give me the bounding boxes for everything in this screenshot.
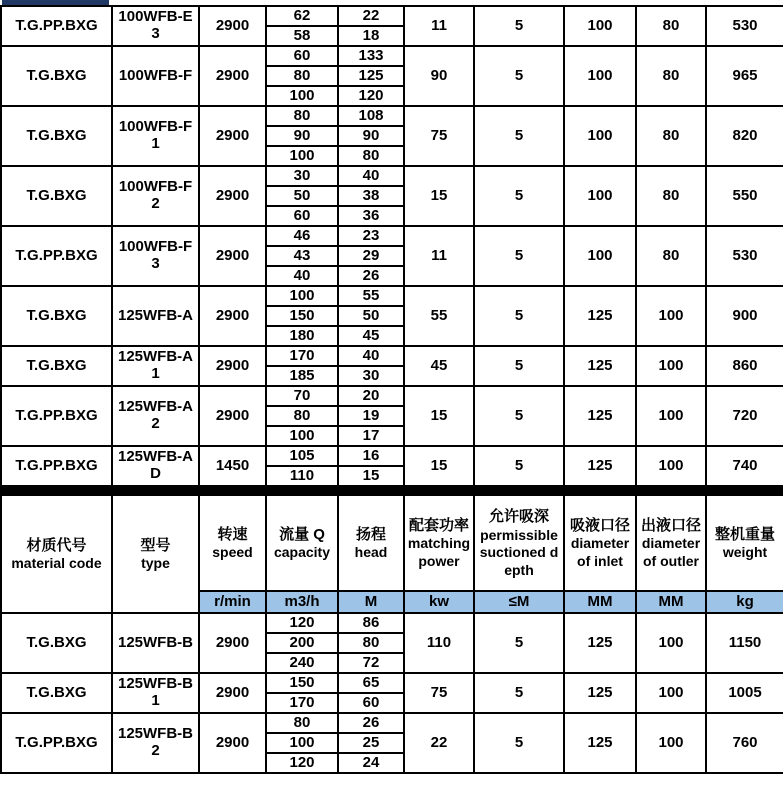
cell-inlet-diameter: 125 [564,613,636,673]
unit-cell-head: M [338,591,404,613]
cell-material-code: T.G.PP.BXG [1,446,112,486]
header-label-zh: 材质代号 [26,536,87,554]
cell-speed: 2900 [199,46,266,106]
cell-speed: 2900 [199,6,266,46]
cell-matching-power: 75 [404,673,474,713]
cell-capacity: 80 [266,66,338,86]
cell-head: 38 [338,186,404,206]
table-row [1,166,783,186]
cell-head: 120 [338,86,404,106]
cell-type: 100WFB-F3 [112,226,199,286]
cell-suction-depth: 5 [474,6,564,46]
cell-matching-power: 55 [404,286,474,346]
cell-weight: 720 [706,386,783,446]
unit-cell-outlet: MM [636,591,706,613]
cell-weight: 965 [706,46,783,106]
header-label-zh: 型号 [140,536,171,554]
cell-matching-power: 90 [404,46,474,106]
cell-inlet-diameter: 100 [564,6,636,46]
cell-speed: 2900 [199,673,266,713]
upper-spec-table [0,5,783,487]
table-row [1,106,783,126]
column-header-head [338,495,404,591]
cell-speed: 2900 [199,106,266,166]
cell-material-code: T.G.PP.BXG [1,386,112,446]
column-header-speed [199,495,266,591]
cell-material-code: T.G.BXG [1,346,112,386]
cell-capacity: 62 [266,6,338,26]
header-label-en: type [141,555,170,571]
cell-head: 40 [338,346,404,366]
cell-head: 26 [338,266,404,286]
cell-head: 25 [338,733,404,753]
column-header-material [1,495,112,613]
column-header-outlet [636,495,706,591]
cropped-header-remnant [2,0,109,5]
cell-capacity: 50 [266,186,338,206]
cell-head: 86 [338,613,404,633]
cell-suction-depth: 5 [474,46,564,106]
cell-head: 50 [338,306,404,326]
cell-suction-depth: 5 [474,286,564,346]
cell-head: 90 [338,126,404,146]
cell-capacity: 150 [266,673,338,693]
cell-type: 125WFB-B1 [112,673,199,713]
unit-cell-weight: kg [706,591,783,613]
cell-head: 133 [338,46,404,66]
cell-material-code: T.G.BXG [1,673,112,713]
cell-head: 36 [338,206,404,226]
cell-speed: 1450 [199,446,266,486]
cell-capacity: 46 [266,226,338,246]
cell-weight: 740 [706,446,783,486]
cell-suction-depth: 5 [474,226,564,286]
cell-head: 45 [338,326,404,346]
cell-head: 15 [338,466,404,486]
cell-inlet-diameter: 100 [564,106,636,166]
header-label-zh: 流量 Q [279,525,325,543]
cell-capacity: 70 [266,386,338,406]
cell-speed: 2900 [199,286,266,346]
cell-weight: 550 [706,166,783,226]
cell-head: 18 [338,26,404,46]
cell-matching-power: 75 [404,106,474,166]
cell-outlet-diameter: 100 [636,673,706,713]
cell-capacity: 120 [266,753,338,773]
cell-weight: 530 [706,226,783,286]
cell-head: 29 [338,246,404,266]
cell-material-code: T.G.BXG [1,106,112,166]
header-label-en: material code [11,555,102,571]
cell-matching-power: 15 [404,166,474,226]
cell-outlet-diameter: 80 [636,226,706,286]
cell-capacity: 80 [266,713,338,733]
cell-capacity: 43 [266,246,338,266]
table-row [1,46,783,66]
cell-suction-depth: 5 [474,446,564,486]
cell-inlet-diameter: 125 [564,713,636,773]
header-label-en: diameter of inlet [570,535,630,569]
cell-type: 125WFB-B2 [112,713,199,773]
cell-matching-power: 11 [404,226,474,286]
cell-head: 72 [338,653,404,673]
cell-head: 65 [338,673,404,693]
cell-weight: 1005 [706,673,783,713]
cell-suction-depth: 5 [474,713,564,773]
header-label-zh: 转速 [217,525,248,543]
cell-outlet-diameter: 80 [636,106,706,166]
cell-capacity: 105 [266,446,338,466]
cell-head: 40 [338,166,404,186]
cell-matching-power: 15 [404,386,474,446]
header-label-en: head [354,544,388,560]
cell-type: 125WFB-A [112,286,199,346]
cell-matching-power: 110 [404,613,474,673]
header-label-zh: 出液口径 [640,516,701,534]
section-divider [0,487,783,494]
cell-suction-depth: 5 [474,106,564,166]
cell-capacity: 80 [266,106,338,126]
cell-capacity: 40 [266,266,338,286]
cell-head: 23 [338,226,404,246]
cell-speed: 2900 [199,386,266,446]
header-label-en: capacity [273,544,331,560]
column-header-inlet [564,495,636,591]
cell-type: 100WFB-F [112,46,199,106]
unit-cell-depth: ≤M [474,591,564,613]
cell-head: 20 [338,386,404,406]
cell-inlet-diameter: 100 [564,166,636,226]
cell-type: 125WFB-A1 [112,346,199,386]
cell-capacity: 180 [266,326,338,346]
header-label-zh: 整机重量 [714,525,775,543]
cell-material-code: T.G.PP.BXG [1,713,112,773]
cell-head: 24 [338,753,404,773]
header-label-zh: 扬程 [355,525,386,543]
cell-outlet-diameter: 100 [636,446,706,486]
header-label-zh: 配套功率 [408,516,469,534]
cell-capacity: 120 [266,613,338,633]
cell-material-code: T.G.BXG [1,286,112,346]
cell-matching-power: 11 [404,6,474,46]
cell-outlet-diameter: 80 [636,166,706,226]
cell-outlet-diameter: 100 [636,346,706,386]
cell-matching-power: 45 [404,346,474,386]
cell-suction-depth: 5 [474,386,564,446]
cell-inlet-diameter: 125 [564,673,636,713]
unit-cell-inlet: MM [564,591,636,613]
column-header-depth [474,495,564,591]
cell-capacity: 100 [266,86,338,106]
header-label-en: weight [722,544,768,560]
cell-head: 80 [338,146,404,166]
header-label-en: matching power [407,535,471,569]
cell-head: 16 [338,446,404,466]
table-row [1,673,783,693]
table-row [1,386,783,406]
cell-capacity: 80 [266,406,338,426]
column-header-power [404,495,474,591]
table-row [1,713,783,733]
cell-weight: 1150 [706,613,783,673]
table-row [1,286,783,306]
cell-inlet-diameter: 125 [564,346,636,386]
cell-material-code: T.G.PP.BXG [1,226,112,286]
unit-cell-speed: r/min [199,591,266,613]
cell-head: 26 [338,713,404,733]
cell-head: 55 [338,286,404,306]
cell-weight: 900 [706,286,783,346]
cell-material-code: T.G.BXG [1,166,112,226]
cell-head: 30 [338,366,404,386]
column-header-type [112,495,199,613]
cell-type: 125WFB-B [112,613,199,673]
cell-weight: 860 [706,346,783,386]
cell-head: 80 [338,633,404,653]
cell-head: 125 [338,66,404,86]
cell-material-code: T.G.BXG [1,613,112,673]
cell-outlet-diameter: 100 [636,713,706,773]
cell-type: 100WFB-E3 [112,6,199,46]
cell-capacity: 170 [266,693,338,713]
cell-speed: 2900 [199,166,266,226]
cell-type: 125WFB-A2 [112,386,199,446]
cell-head: 17 [338,426,404,446]
cell-speed: 2900 [199,713,266,773]
cell-suction-depth: 5 [474,613,564,673]
cell-speed: 2900 [199,226,266,286]
cell-capacity: 240 [266,653,338,673]
cell-capacity: 58 [266,26,338,46]
header-label-en: permissible suctioned depth [479,526,559,578]
cell-speed: 2900 [199,346,266,386]
cell-capacity: 100 [266,146,338,166]
cell-capacity: 200 [266,633,338,653]
cell-capacity: 110 [266,466,338,486]
cell-outlet-diameter: 80 [636,6,706,46]
table-row [1,446,783,466]
cell-speed: 2900 [199,613,266,673]
cell-head: 22 [338,6,404,26]
cell-capacity: 100 [266,286,338,306]
header-label-en: speed [212,544,253,560]
cell-type: 100WFB-F1 [112,106,199,166]
cell-inlet-diameter: 125 [564,446,636,486]
table-row [1,346,783,366]
cell-weight: 760 [706,713,783,773]
cell-capacity: 90 [266,126,338,146]
cell-outlet-diameter: 100 [636,386,706,446]
cell-outlet-diameter: 100 [636,613,706,673]
header-row [1,495,783,591]
cell-matching-power: 15 [404,446,474,486]
cell-weight: 530 [706,6,783,46]
cell-capacity: 100 [266,733,338,753]
cell-inlet-diameter: 125 [564,386,636,446]
cell-capacity: 30 [266,166,338,186]
cell-capacity: 60 [266,46,338,66]
cell-outlet-diameter: 100 [636,286,706,346]
cell-head: 19 [338,406,404,426]
cell-capacity: 60 [266,206,338,226]
unit-cell-power: kw [404,591,474,613]
header-label-zh: 允许吸深 [488,508,549,525]
cell-capacity: 150 [266,306,338,326]
cell-capacity: 100 [266,426,338,446]
cell-inlet-diameter: 100 [564,226,636,286]
table-row [1,226,783,246]
header-label-zh: 吸液口径 [569,516,630,534]
table-row [1,6,783,26]
cell-matching-power: 22 [404,713,474,773]
unit-cell-capacity: m3/h [266,591,338,613]
table-row [1,613,783,633]
cell-head: 108 [338,106,404,126]
cell-inlet-diameter: 125 [564,286,636,346]
column-header-capacity [266,495,338,591]
cell-weight: 820 [706,106,783,166]
cell-capacity: 185 [266,366,338,386]
header-label-en: diameter of outler [641,535,701,569]
cell-material-code: T.G.PP.BXG [1,6,112,46]
cell-material-code: T.G.BXG [1,46,112,106]
cell-capacity: 170 [266,346,338,366]
cell-suction-depth: 5 [474,166,564,226]
cell-type: 100WFB-F2 [112,166,199,226]
cell-head: 60 [338,693,404,713]
column-header-weight [706,495,783,591]
cell-inlet-diameter: 100 [564,46,636,106]
cell-suction-depth: 5 [474,673,564,713]
cell-type: 125WFB-AD [112,446,199,486]
lower-spec-table [0,494,783,774]
cell-suction-depth: 5 [474,346,564,386]
cell-outlet-diameter: 80 [636,46,706,106]
